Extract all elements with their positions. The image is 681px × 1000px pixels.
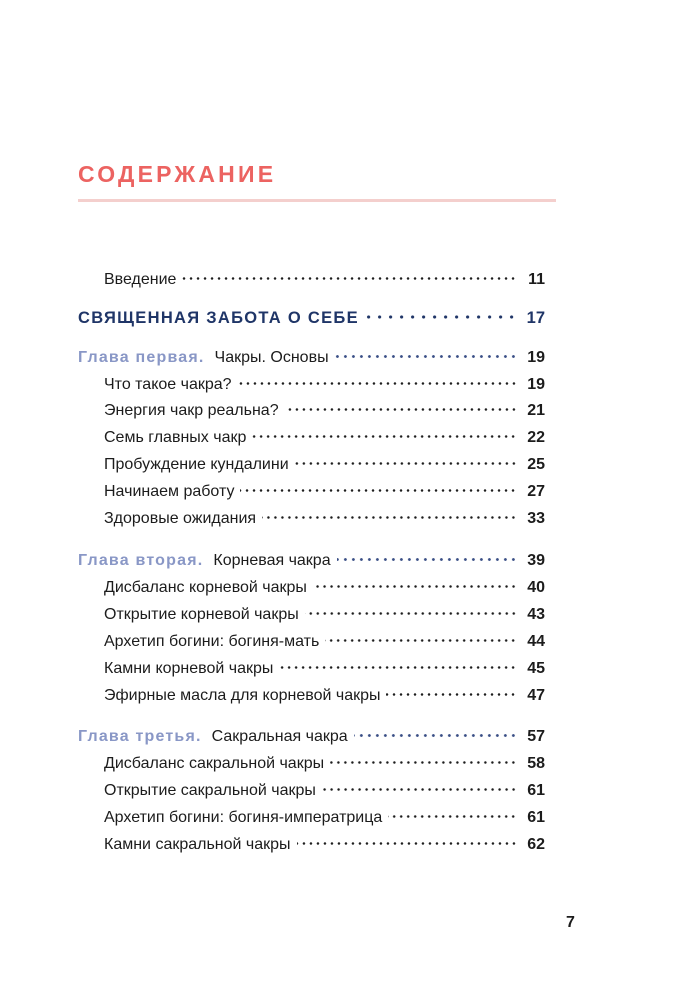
dot-leader bbox=[386, 693, 517, 696]
dot-leader bbox=[285, 408, 517, 411]
chapter-label: Глава вторая. bbox=[78, 552, 204, 569]
toc-part-title: СВЯЩЕННАЯ ЗАБОТА О СЕБЕ bbox=[78, 309, 359, 327]
toc-entry-text: Открытие корневой чакры bbox=[104, 606, 299, 623]
dot-leader bbox=[337, 558, 517, 561]
toc-page-number: 40 bbox=[527, 579, 545, 596]
toc-page-number: 11 bbox=[528, 271, 545, 288]
toc-page-number: 17 bbox=[526, 309, 545, 327]
toc-entry-text: Пробуждение кундалини bbox=[104, 456, 289, 473]
dot-leader bbox=[240, 489, 517, 492]
dot-leader bbox=[238, 382, 517, 385]
toc-entry[interactable] bbox=[104, 578, 545, 598]
dot-leader bbox=[388, 815, 517, 818]
chapter-title: Чакры. Основы bbox=[214, 349, 329, 366]
toc-page-number: 47 bbox=[527, 687, 545, 704]
toc-entry-text: Дисбаланс сакральной чакры bbox=[104, 755, 325, 772]
toc-page-number: 62 bbox=[527, 836, 545, 853]
toc-part-heading[interactable] bbox=[78, 308, 545, 328]
toc-entry[interactable] bbox=[104, 808, 545, 828]
toc-page-number: 43 bbox=[527, 606, 545, 623]
toc-page-number: 45 bbox=[527, 660, 545, 677]
toc-page-number: 27 bbox=[527, 483, 545, 500]
dot-leader bbox=[252, 435, 517, 438]
dot-leader bbox=[330, 761, 517, 764]
chapter-label: Глава третья. bbox=[78, 728, 202, 745]
toc-entry[interactable] bbox=[104, 686, 545, 706]
toc-page-number: 33 bbox=[527, 510, 545, 527]
toc-page-number: 19 bbox=[527, 376, 545, 393]
dot-leader bbox=[335, 355, 517, 358]
toc-entry[interactable] bbox=[104, 482, 545, 502]
toc-entry-text: Архетип богини: богиня-императрица bbox=[104, 809, 383, 826]
toc-entry-text: Что такое чакра? bbox=[104, 376, 232, 393]
chapter-title: Сакральная чакра bbox=[211, 728, 348, 745]
toc-entry-text: Здоровые ожидания bbox=[104, 510, 257, 527]
dot-leader bbox=[297, 842, 517, 845]
toc-chapter-heading[interactable] bbox=[78, 348, 545, 368]
toc-entry-text: Семь главных чакр bbox=[104, 429, 247, 446]
toc-entry[interactable] bbox=[104, 401, 545, 421]
toc-entry[interactable] bbox=[104, 455, 545, 475]
dot-leader bbox=[325, 639, 517, 642]
toc-page-number: 61 bbox=[527, 809, 545, 826]
toc-entry-text: Эфирные масла для корневой чакры bbox=[104, 687, 381, 704]
toc-entry[interactable] bbox=[104, 509, 545, 529]
toc-entry[interactable] bbox=[104, 428, 545, 448]
toc-page-number: 44 bbox=[527, 633, 545, 650]
toc-entry-text: Камни сакральной чакры bbox=[104, 836, 291, 853]
dot-leader bbox=[295, 462, 517, 465]
toc-entry-intro[interactable] bbox=[104, 270, 545, 290]
dot-leader bbox=[322, 788, 517, 791]
toc-page-number: 25 bbox=[527, 456, 545, 473]
dot-leader bbox=[262, 516, 517, 519]
toc-entry-text: Введение bbox=[104, 271, 177, 288]
toc-page-number: 61 bbox=[527, 782, 545, 799]
toc-entry[interactable] bbox=[104, 754, 545, 774]
toc-chapter-heading[interactable] bbox=[78, 727, 545, 747]
dot-leader bbox=[279, 666, 517, 669]
toc-page-number: 58 bbox=[527, 755, 545, 772]
chapter-label: Глава первая. bbox=[78, 349, 205, 366]
toc-entry[interactable] bbox=[104, 375, 545, 395]
toc-page-number: 57 bbox=[527, 728, 545, 745]
toc-entry[interactable] bbox=[104, 781, 545, 801]
toc-entry-text: Дисбаланс корневой чакры bbox=[104, 579, 307, 596]
chapter-title: Корневая чакра bbox=[213, 552, 331, 569]
toc-entry[interactable] bbox=[104, 659, 545, 679]
toc-chapter-heading[interactable] bbox=[78, 551, 545, 571]
toc-entry-text: Энергия чакр реальна? bbox=[104, 402, 279, 419]
toc-page-number: 22 bbox=[527, 429, 545, 446]
toc-entry-text: Камни корневой чакры bbox=[104, 660, 274, 677]
toc-entry-text: Открытие сакральной чакры bbox=[104, 782, 316, 799]
dot-leader bbox=[365, 315, 517, 319]
toc-entry[interactable] bbox=[104, 605, 545, 625]
dot-leader bbox=[313, 585, 517, 588]
toc-entry[interactable] bbox=[104, 835, 545, 855]
dot-leader bbox=[354, 734, 517, 737]
dot-leader bbox=[182, 277, 517, 280]
toc-page-number: 39 bbox=[527, 552, 545, 569]
dot-leader bbox=[305, 612, 517, 615]
toc-entry-text: Начинаем работу bbox=[104, 483, 235, 500]
toc-page-number: 21 bbox=[527, 402, 545, 419]
toc-page-number: 19 bbox=[527, 349, 545, 366]
toc-entry-text: Архетип богини: богиня-мать bbox=[104, 633, 320, 650]
page-number: 7 bbox=[566, 914, 575, 931]
toc-entry[interactable] bbox=[104, 632, 545, 652]
page-title: СОДЕРЖАНИЕ bbox=[78, 161, 277, 187]
